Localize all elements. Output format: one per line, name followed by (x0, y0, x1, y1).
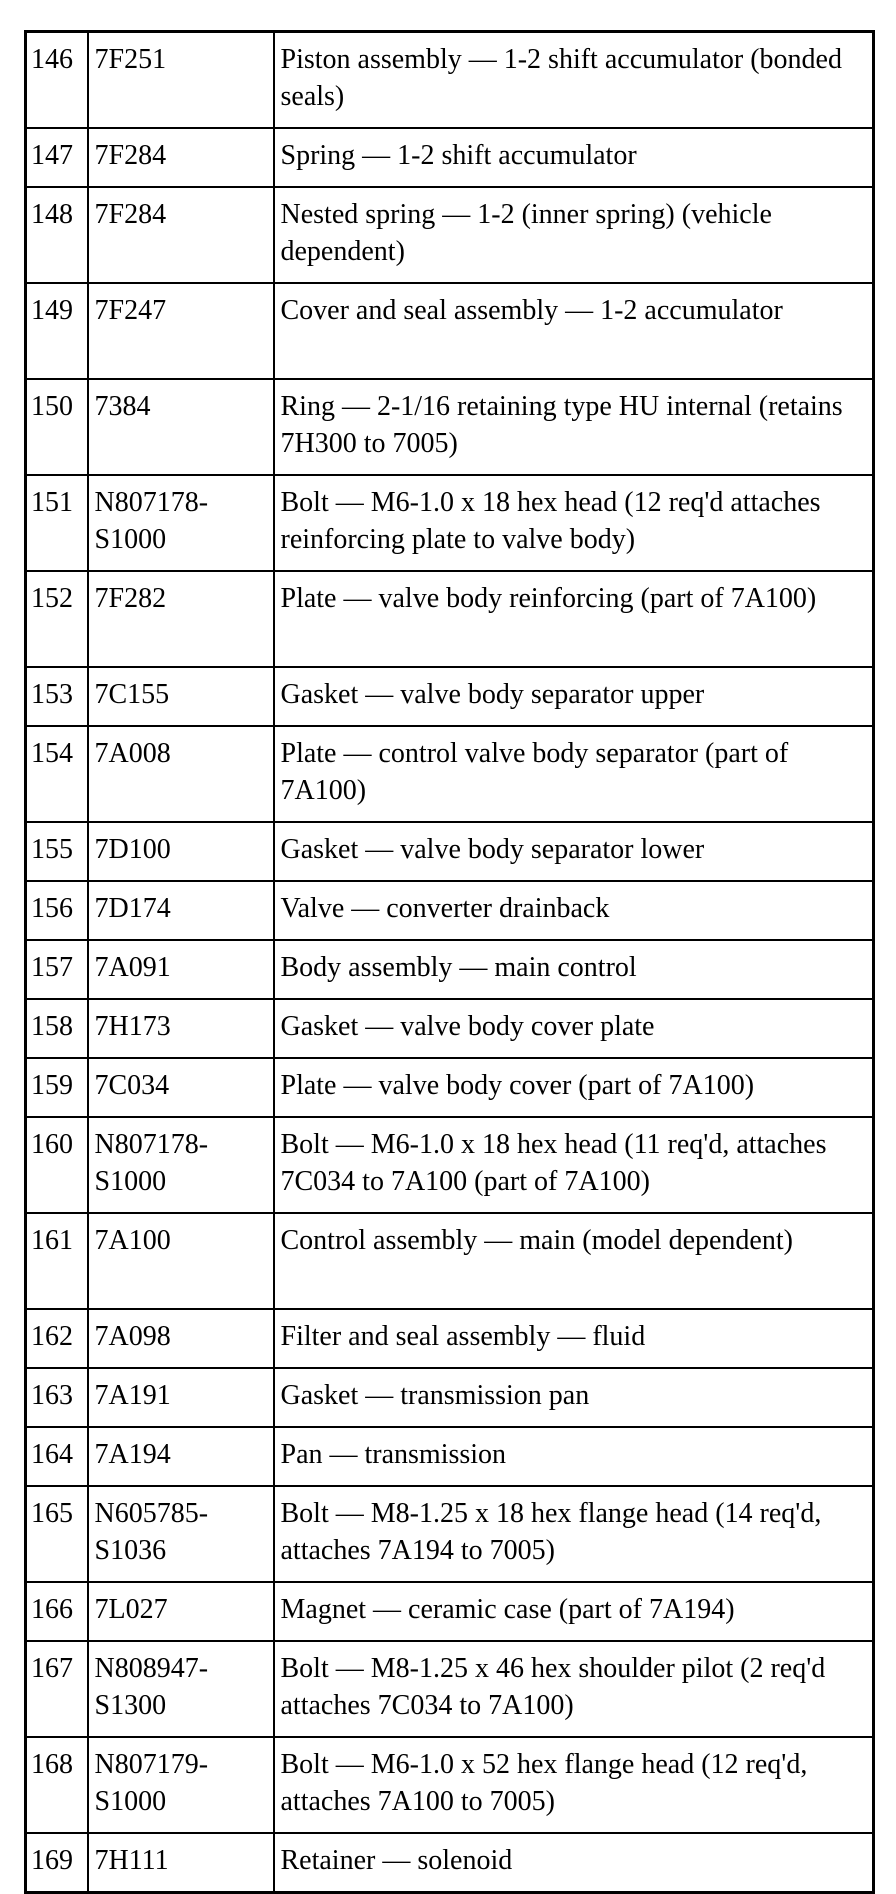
description-cell: Bolt — M6-1.0 x 18 hex head (12 req'd attaches reinforcing plate to valve body) (274, 475, 874, 571)
part-number-cell: 7D100 (88, 822, 274, 881)
item-number-cell: 159 (26, 1058, 88, 1117)
part-number-cell: 7F247 (88, 283, 274, 379)
description-cell: Body assembly — main control (274, 940, 874, 999)
description-cell: Bolt — M8-1.25 x 46 hex shoulder pilot (2 req'd attaches 7C034 to 7A100) (274, 1641, 874, 1737)
part-number-cell: N807178-S1000 (88, 1117, 274, 1213)
description-cell: Bolt — M6-1.0 x 52 hex flange head (12 req'd, attaches 7A100 to 7005) (274, 1737, 874, 1833)
table-row (26, 571, 874, 667)
part-number-cell: 7F284 (88, 187, 274, 283)
table-row (26, 1641, 874, 1737)
table-row (26, 128, 874, 187)
part-number-cell: 7A008 (88, 726, 274, 822)
description-cell: Plate — control valve body separator (part of 7A100) (274, 726, 874, 822)
table-row (26, 475, 874, 571)
item-number-cell: 166 (26, 1582, 88, 1641)
description-cell: Gasket — valve body separator lower (274, 822, 874, 881)
description-cell: Plate — valve body reinforcing (part of 7A100) (274, 571, 874, 667)
table-row (26, 1737, 874, 1833)
item-number-cell: 160 (26, 1117, 88, 1213)
part-number-cell: 7H111 (88, 1833, 274, 1893)
description-cell: Filter and seal assembly — fluid (274, 1309, 874, 1368)
part-number-cell: 7C155 (88, 667, 274, 726)
item-number-cell: 150 (26, 379, 88, 475)
description-cell: Plate — valve body cover (part of 7A100) (274, 1058, 874, 1117)
part-number-cell: 7384 (88, 379, 274, 475)
description-cell: Spring — 1-2 shift accumulator (274, 128, 874, 187)
part-number-cell: N807178-S1000 (88, 475, 274, 571)
part-number-cell: 7C034 (88, 1058, 274, 1117)
part-number-cell: 7D174 (88, 881, 274, 940)
table-row (26, 726, 874, 822)
description-cell: Valve — converter drainback (274, 881, 874, 940)
description-cell: Control assembly — main (model dependent) (274, 1213, 874, 1309)
part-number-cell: 7A098 (88, 1309, 274, 1368)
table-row (26, 283, 874, 379)
table-row (26, 1213, 874, 1309)
item-number-cell: 164 (26, 1427, 88, 1486)
part-number-cell: 7H173 (88, 999, 274, 1058)
part-number-cell: N808947-S1300 (88, 1641, 274, 1737)
description-cell: Bolt — M8-1.25 x 18 hex flange head (14 req'd, attaches 7A194 to 7005) (274, 1486, 874, 1582)
description-cell: Gasket — valve body separator upper (274, 667, 874, 726)
item-number-cell: 163 (26, 1368, 88, 1427)
item-number-cell: 158 (26, 999, 88, 1058)
item-number-cell: 151 (26, 475, 88, 571)
part-number-cell: 7F284 (88, 128, 274, 187)
item-number-cell: 162 (26, 1309, 88, 1368)
item-number-cell: 154 (26, 726, 88, 822)
table-row (26, 1058, 874, 1117)
table-row (26, 1368, 874, 1427)
description-cell: Pan — transmission (274, 1427, 874, 1486)
part-number-cell: 7F282 (88, 571, 274, 667)
item-number-cell: 146 (26, 32, 88, 129)
part-number-cell: 7L027 (88, 1582, 274, 1641)
part-number-cell: 7A100 (88, 1213, 274, 1309)
table-row (26, 379, 874, 475)
description-cell: Retainer — solenoid (274, 1833, 874, 1893)
part-number-cell: 7A091 (88, 940, 274, 999)
table-row (26, 1427, 874, 1486)
table-row (26, 667, 874, 726)
item-number-cell: 168 (26, 1737, 88, 1833)
item-number-cell: 165 (26, 1486, 88, 1582)
item-number-cell: 147 (26, 128, 88, 187)
parts-table (24, 30, 875, 1894)
item-number-cell: 152 (26, 571, 88, 667)
description-cell: Bolt — M6-1.0 x 18 hex head (11 req'd, attaches 7C034 to 7A100 (part of 7A100) (274, 1117, 874, 1213)
description-cell: Magnet — ceramic case (part of 7A194) (274, 1582, 874, 1641)
item-number-cell: 148 (26, 187, 88, 283)
item-number-cell: 156 (26, 881, 88, 940)
description-cell: Piston assembly — 1-2 shift accumulator (bonded seals) (274, 32, 874, 129)
part-number-cell: 7F251 (88, 32, 274, 129)
table-row (26, 881, 874, 940)
part-number-cell: 7A191 (88, 1368, 274, 1427)
table-row (26, 822, 874, 881)
parts-table-body (26, 32, 874, 1893)
table-row (26, 1486, 874, 1582)
table-row (26, 1309, 874, 1368)
description-cell: Gasket — valve body cover plate (274, 999, 874, 1058)
item-number-cell: 167 (26, 1641, 88, 1737)
table-row (26, 187, 874, 283)
description-cell: Gasket — transmission pan (274, 1368, 874, 1427)
item-number-cell: 169 (26, 1833, 88, 1893)
table-row (26, 999, 874, 1058)
item-number-cell: 153 (26, 667, 88, 726)
part-number-cell: 7A194 (88, 1427, 274, 1486)
table-row (26, 1833, 874, 1893)
description-cell: Cover and seal assembly — 1-2 accumulator (274, 283, 874, 379)
table-row (26, 32, 874, 129)
table-row (26, 1582, 874, 1641)
table-row (26, 1117, 874, 1213)
part-number-cell: N605785-S1036 (88, 1486, 274, 1582)
description-cell: Ring — 2-1/16 retaining type HU internal (retains 7H300 to 7005) (274, 379, 874, 475)
item-number-cell: 155 (26, 822, 88, 881)
table-row (26, 940, 874, 999)
item-number-cell: 149 (26, 283, 88, 379)
item-number-cell: 161 (26, 1213, 88, 1309)
description-cell: Nested spring — 1-2 (inner spring) (vehicle dependent) (274, 187, 874, 283)
item-number-cell: 157 (26, 940, 88, 999)
part-number-cell: N807179-S1000 (88, 1737, 274, 1833)
